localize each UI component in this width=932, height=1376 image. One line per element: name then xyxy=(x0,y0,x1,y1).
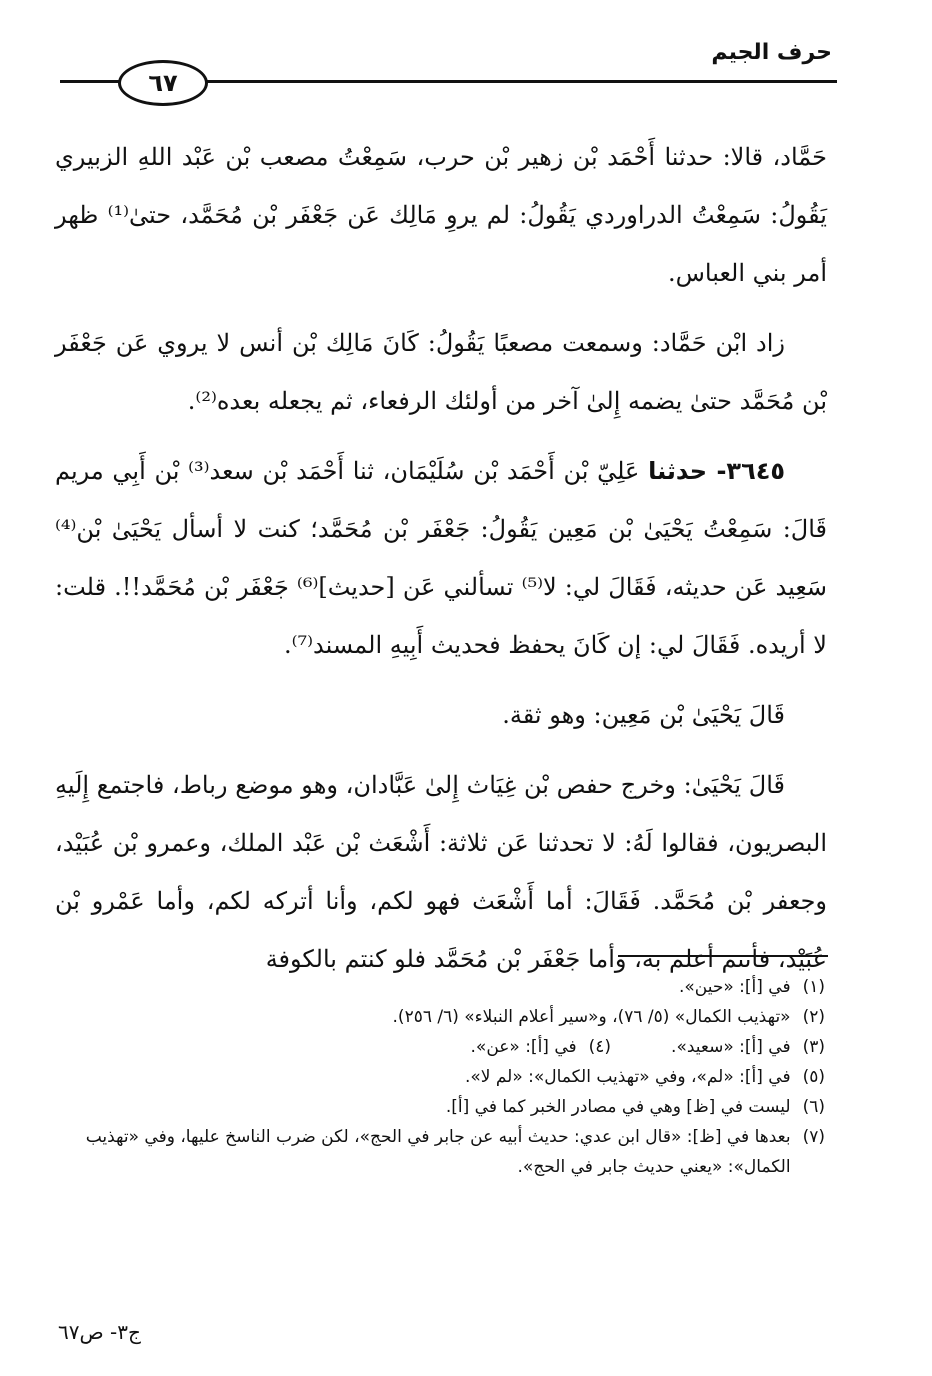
page-number-badge: ٦٧ xyxy=(118,60,208,106)
paragraph-3-text: عَلِيّ بْن أَحْمَد بْن سُلَيْمَان، ثنا أَحْمَد بْن سعد⁽³⁾ بْن أَبِي مريم قَالَ: سَمِعْتُ يَحْيَىٰ بْن مَعِين يَقُولُ: جَعْفَر بْن مُحَمَّد؛ كنت لا أسأل يَحْيَىٰ بْن⁽⁴⁾ سَعِيد عَن حديثه، فَقَالَ لي: لا⁽⁵⁾ تسألني عَن [حديث]⁽⁶⁾ جَعْفَر بْن مُحَمَّد!!. قلت: لا أريده. فَقَالَ لي: إن كَانَ يحفظ فحديث أَبِيهِ المسند⁽⁷⁾. xyxy=(55,457,828,659)
footnote-6: (٦) ليست في [ظ] وهي في مصادر الخبر كما في [أ]. xyxy=(445,1097,825,1117)
footnote-1: (١) في [أ]: «حين». xyxy=(678,977,825,997)
footnote-rule xyxy=(618,955,828,957)
footnote-2: (٢) «تهذيب الكمال» (٥/ ٧٦)، و«سير أعلام النبلاء» (٦/ ٢٥٦). xyxy=(392,1007,825,1027)
paragraph-5: قَالَ يَحْيَىٰ: وخرج حفص بْن غِيَاث إِلىٰ عَبَّادان، وهو موضع رباط، فاجتمع إِلَيهِ البصريون، فقالوا لَهُ: لا تحدثنا عَن ثلاثة: أَشْعَث بْن عَبْد الملك، وعمرو بْن عُبَيْد، وجعفر بْن مُحَمَّد. فَقَالَ: أما أَشْعَث فهو لكم، وأنا أتركه لكم، وأما عَمْرو بْن عُبَيْد، فأنتم أعلم به، وأما جَعْفَر بْن مُحَمَّد فلو كنتم بالكوفة xyxy=(55,771,827,973)
paragraph-3 xyxy=(55,442,827,674)
footnotes xyxy=(55,972,825,1182)
chapter-title: حرف الجيم xyxy=(711,40,832,65)
paragraph-2: زاد ابْن حَمَّاد: وسمعت مصعبًا يَقُولُ: كَانَ مَالِك بْن أنس لا يروي عَن جَعْفَر بْن مُحَمَّد حتىٰ يضمه إِلىٰ آخر من أولئك الرفعاء، ثم يجعله بعده⁽²⁾. xyxy=(55,329,827,415)
footnote-7: (٧) بعدها في [ظ]: «قال ابن عدي: حديث أبيه عن جابر في الحج»، لكن ضرب الناسخ عليها، وفي «تهذيب الكمال»: «يعني حديث جابر في الحج». xyxy=(85,1127,825,1177)
footnote-3-4 xyxy=(55,1032,825,1062)
hadith-number: ٣٦٤٥- حدثنا xyxy=(648,457,786,485)
body-text xyxy=(55,128,827,1000)
footnote-3: (٣) في [أ]: «سعيد». xyxy=(671,1037,825,1057)
footnote-4: (٤) في [أ]: «عن». xyxy=(470,1037,612,1057)
paragraph-4: قَالَ يَحْيَىٰ بْن مَعِين: وهو ثقة. xyxy=(502,701,785,729)
paragraph-1: حَمَّاد، قالا: حدثنا أَحْمَد بْن زهير بْن حرب، سَمِعْتُ مصعب بْن عَبْد اللهِ الزبيري يَقُولُ: سَمِعْتُ الدراوردي يَقُولُ: لم يروِ مَالِك عَن جَعْفَر بْن مُحَمَّد، حتىٰ⁽¹⁾ ظهر أمر بني العباس. xyxy=(55,143,827,287)
page-reference: ج٣- ص٦٧ xyxy=(58,1320,141,1344)
footnote-5: (٥) في [أ]: «لم»، وفي «تهذيب الكمال»: «لم لا». xyxy=(464,1067,825,1087)
